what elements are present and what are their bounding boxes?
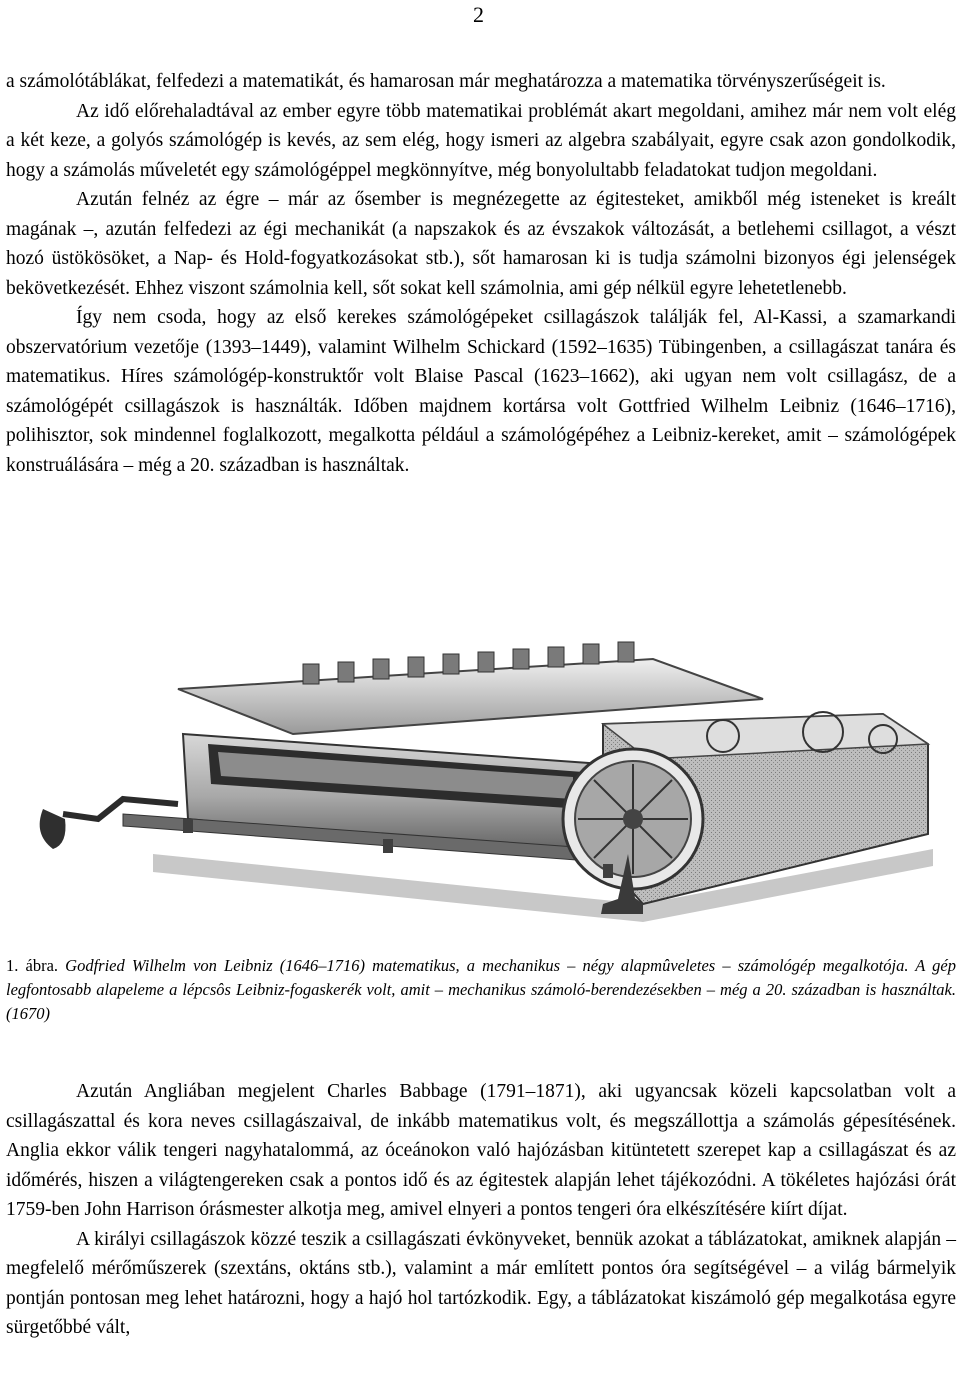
paragraph: Így nem csoda, hogy az első kerekes számológépeket csillagászok találják fel, Al-Kassi, a szamarkandi obszervatórium vezetője (1393–1449), valamint Wilhelm Schickard (1592–1635) Tübingenben, a csillagászat tanára és matematikus. Híres számológép-konstruktőr volt Blaise Pascal (1623–1662), aki ugyan nem volt csillagász, de a számológépét csillagászok is használták. Időben majdnem kortársa volt Gottfried Wilhelm Leibniz (1646–1716), polihisztor, sok mindennel foglalkozott, megalkotta például a számológépéhez a Leibniz-kereket, amit – számológépek konstruálására – még a 20. században is használtak. <box>6 307 956 476</box>
figure-number: 1. ábra. <box>6 956 59 975</box>
leibniz-calculator-photo <box>3 604 957 926</box>
paragraph: Azután felnéz az égre – már az ősember is megnézegette az égitesteket, amikből még isteneket is kreált magának –, azután felfedezi az égi mechanikát (a napszakok és az évszakok változását, a betlehemi csillagot, a vészt hozó üstökösöket, a Nap- és Hold-fogyatkozásokat stb.), sőt hamarosan ki is tudja számolni bizonyos égi jelenségek bekövetkezését. Ehhez viszont számolnia kell, sőt sokat kell számolnia, ami gép nélkül egyre lehetetlenebb. <box>6 189 956 299</box>
paragraph: A királyi csillagászok közzé teszik a csillagászati évkönyveket, bennük azokat a táblázatokat, amiknek alapján – megfelelő mérőműszerek (szextáns, oktáns stb.), valamint a már említett pontos óra segítségével – a világ bármelyik pontján pontosan meg lehet határozni, hogy a hajó hol tartózkodik. Egy, a táblázatokat kiszámoló gép megalkotása egyre sürgetőbbé vált, <box>6 1228 956 1338</box>
body-text-top <box>6 67 956 480</box>
figure-caption-text: Godfried Wilhelm von Leibniz (1646–1716) matematikus, a mechanikus – négy alapmûveletes – számológép megalkotója. A gép legfontosabb alapeleme a lépcsôs Leibniz-fogaskerék volt, amit – mechanikus számoló-berendezésekben – még a 20. században is használtak. (1670) <box>6 956 957 1023</box>
paragraph: Azután Angliában megjelent Charles Babbage (1791–1871), aki ugyancsak közeli kapcsolatban volt a csillagászattal és kora neves csillagászaival, de inkább matematikus volt, és megszállottja a számolás gépesítésének. Anglia ekkor válik tengeri nagyhatalommá, az óceánokon való hajózásban kitüntetett szerepet kap a csillagászat és az időmérés, hiszen a világtengereken csak a pontos idő és az égitestek alapján lehet tájékozódni. A tökéletes hajózási órát 1759-ben John Harrison órásmester alkotja meg, amivel elnyeri a pontos tengeri óra elkészítésére kiírt díjat. <box>6 1081 956 1220</box>
body-text-bottom <box>6 1077 956 1343</box>
page-number: 2 <box>473 2 484 27</box>
paragraph: Az idő előrehaladtával az ember egyre több matematikai problémát akart megoldani, amihez már nem volt elég a két keze, a golyós számológép is kevés, az sem elég, hogy ismeri az algebra szabályait, egyre csak azon gondolkodik, hogy a számolás műveletét egy számológéppel megkönnyítve, még bonyolultabb feladatokat tudjon megoldani. <box>6 100 956 181</box>
paragraph: a számolótáblákat, felfedezi a matematikát, és hamarosan már meghatározza a matematika törvényszerűségeit is. <box>6 71 886 92</box>
figure-caption <box>6 954 956 1026</box>
calculator-illustration <box>3 604 957 926</box>
